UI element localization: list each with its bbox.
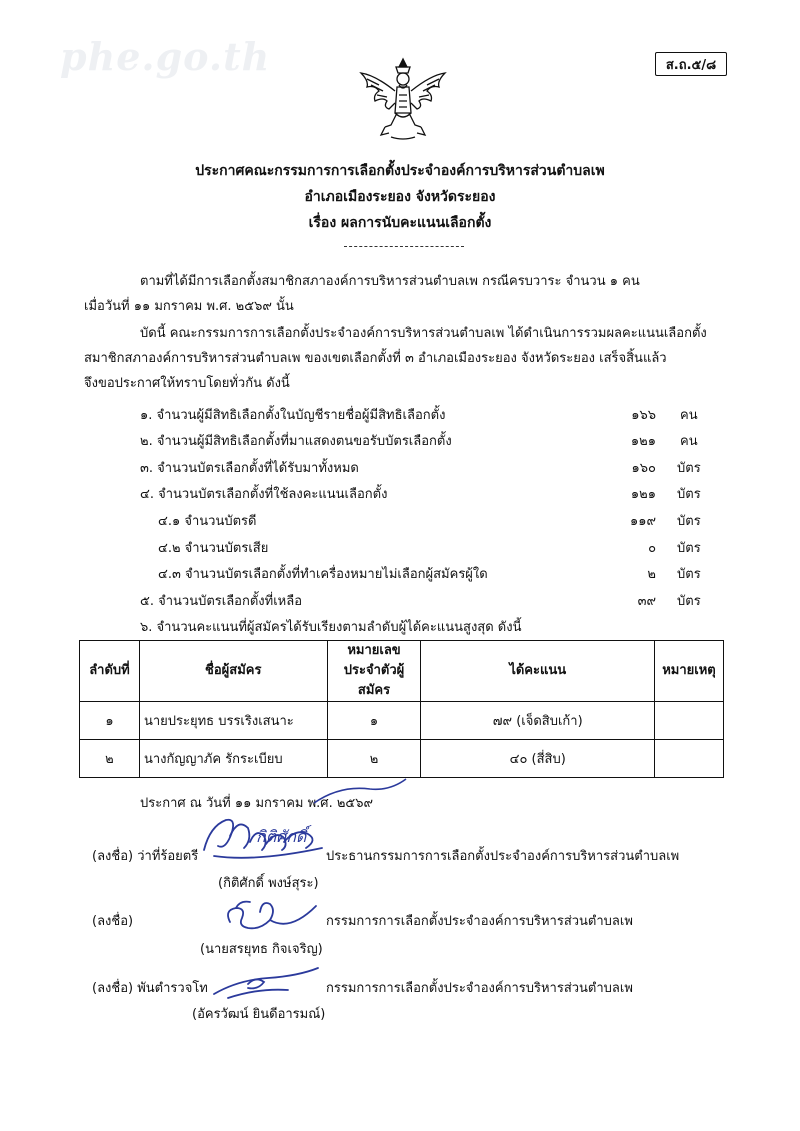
item-value: ๑๖๖ [631, 408, 656, 423]
number-header-line-2: ประจำตัวผู้สมัคร [343, 663, 405, 698]
signer-role: กรรมการการเลือกตั้งประจำองค์การบริหารส่วนตำบลเพ [326, 914, 633, 929]
item-value: ๓๙ [637, 594, 656, 609]
cell-order: ๑ [80, 702, 140, 740]
column-header-score: ได้คะแนน [421, 641, 655, 702]
number-header-line-1: หมายเลข [347, 643, 401, 658]
cell-order: ๒ [80, 740, 140, 778]
intro-paragraph-2-line-1: บัดนี้ คณะกรรมการการเลือกตั้งประจำองค์การบริหารส่วนตำบลเพ ได้ดำเนินการรวมผลคะแนนเลือกตั้ง [140, 326, 707, 341]
table-row [80, 702, 724, 740]
cell-remark [654, 740, 723, 778]
district-province: อำเภอเมืองระยอง จังหวัดระยอง [304, 189, 496, 205]
item-value: ๑๒๑ [630, 487, 656, 502]
intro-paragraph-2-line-3: จึงขอประกาศให้ทราบโดยทั่วกัน ดังนี้ [84, 376, 290, 391]
table-row [80, 740, 724, 778]
announce-date: ประกาศ ณ วันที่ ๑๑ มกราคม พ.ศ. ๒๕๖๙ [140, 796, 374, 811]
item-value: ๑๑๙ [629, 514, 656, 529]
candidate-scores-heading: ๖. จำนวนคะแนนที่ผู้สมัครได้รับเรียงตามลำดับผู้ได้คะแนนสูงสุด ดังนี้ [140, 620, 522, 635]
intro-paragraph-1-line-1: ตามที่ได้มีการเลือกตั้งสมาชิกสภาองค์การบริหารส่วนตำบลเพ กรณีครบวาระ จำนวน ๑ คน [140, 274, 640, 289]
cell-remark [654, 702, 723, 740]
signature-prefix: (ลงชื่อ) [92, 914, 134, 929]
column-header-order: ลำดับที่ [80, 641, 140, 702]
item-value: ๑๒๑ [630, 434, 656, 449]
handwritten-signature-1 [196, 806, 330, 872]
intro-paragraph-1-line-2: เมื่อวันที่ ๑๑ มกราคม พ.ศ. ๒๕๖๙ นั้น [84, 299, 294, 314]
item-value: ๒ [647, 567, 656, 582]
signer-name: (นายสรยุทธ กิจเจริญ) [200, 942, 323, 957]
intro-paragraph-2-line-2: สมาชิกสภาองค์การบริหารส่วนตำบลเพ ของเขตเลือกตั้งที่ ๓ อำเภอเมืองระยอง จังหวัดระยอง เสร็จสิ้นแล้ว [84, 351, 667, 366]
handwritten-flourish [310, 775, 410, 809]
announcement-title: ประกาศคณะกรรมการการเลือกตั้งประจำองค์การบริหารส่วนตำบลเพ [195, 163, 605, 179]
table-header-row [80, 641, 724, 702]
subject-line: เรื่อง ผลการนับคะแนนเลือกตั้ง [308, 215, 492, 231]
item-label: ๓. จำนวนบัตรเลือกตั้งที่ได้รับมาทั้งหมด [140, 461, 359, 476]
item-label: ๕. จำนวนบัตรเลือกตั้งที่เหลือ [140, 594, 303, 609]
item-value: ๐ [648, 541, 656, 556]
cell-score: ๗๙ (เจ็ดสิบเก้า) [421, 702, 655, 740]
cell-score: ๔๐ (สี่สิบ) [421, 740, 655, 778]
handwritten-signature-2 [200, 892, 330, 942]
column-header-remark: หมายเหตุ [654, 641, 723, 702]
item-unit: บัตร [677, 487, 701, 502]
cell-name: นายประยุทธ บรรเริงเสนาะ [139, 702, 327, 740]
cell-name: นางกัญญาภัค รักระเบียบ [139, 740, 327, 778]
cell-number: ๑ [327, 702, 421, 740]
item-unit: บัตร [677, 541, 701, 556]
item-unit: บัตร [677, 594, 701, 609]
item-label: ๔. จำนวนบัตรเลือกตั้งที่ใช้ลงคะแนนเลือกตั้ง [140, 487, 388, 502]
item-unit: บัตร [677, 514, 701, 529]
heading-divider [344, 246, 464, 247]
signer-role: กรรมการการเลือกตั้งประจำองค์การบริหารส่วนตำบลเพ [326, 981, 633, 996]
column-header-number [327, 641, 421, 702]
item-unit: คน [680, 434, 698, 449]
candidate-results-table [79, 640, 724, 778]
item-label: ๔.๑ จำนวนบัตรดี [158, 514, 257, 529]
watermark: phe.go.th [60, 34, 271, 79]
item-value: ๑๖๐ [631, 461, 656, 476]
column-header-name: ชื่อผู้สมัคร [139, 641, 327, 702]
handwritten-signature-3 [208, 958, 328, 1008]
signature-prefix: (ลงชื่อ) พันตำรวจโท [92, 981, 208, 996]
signature-prefix: (ลงชื่อ) ว่าที่ร้อยตรี [92, 849, 199, 864]
item-label: ๔.๒ จำนวนบัตรเสีย [158, 541, 269, 556]
item-unit: คน [680, 408, 698, 423]
item-label: ๔.๓ จำนวนบัตรเลือกตั้งที่ทำเครื่องหมายไม่เลือกผู้สมัครผู้ใด [158, 567, 488, 582]
item-unit: บัตร [677, 567, 701, 582]
signer-role: ประธานกรรมการการเลือกตั้งประจำองค์การบริหารส่วนตำบลเพ [326, 849, 680, 864]
item-label: ๒. จำนวนผู้มีสิทธิเลือกตั้งที่มาแสดงตนขอรับบัตรเลือกตั้ง [140, 434, 452, 449]
cell-number: ๒ [327, 740, 421, 778]
signer-name: (กิติศักดิ์ พงษ์สุระ) [218, 876, 319, 891]
signature-text: กิติศักดิ์ [256, 827, 307, 846]
item-unit: บัตร [677, 461, 701, 476]
garuda-emblem-icon [355, 55, 451, 143]
item-label: ๑. จำนวนผู้มีสิทธิเลือกตั้งในบัญชีรายชื่อผู้มีสิทธิเลือกตั้ง [140, 408, 446, 423]
signer-name: (อัครวัฒน์ ยินดีอารมณ์) [192, 1007, 326, 1022]
form-code-box: ส.ถ.๕/๘ [655, 52, 727, 76]
